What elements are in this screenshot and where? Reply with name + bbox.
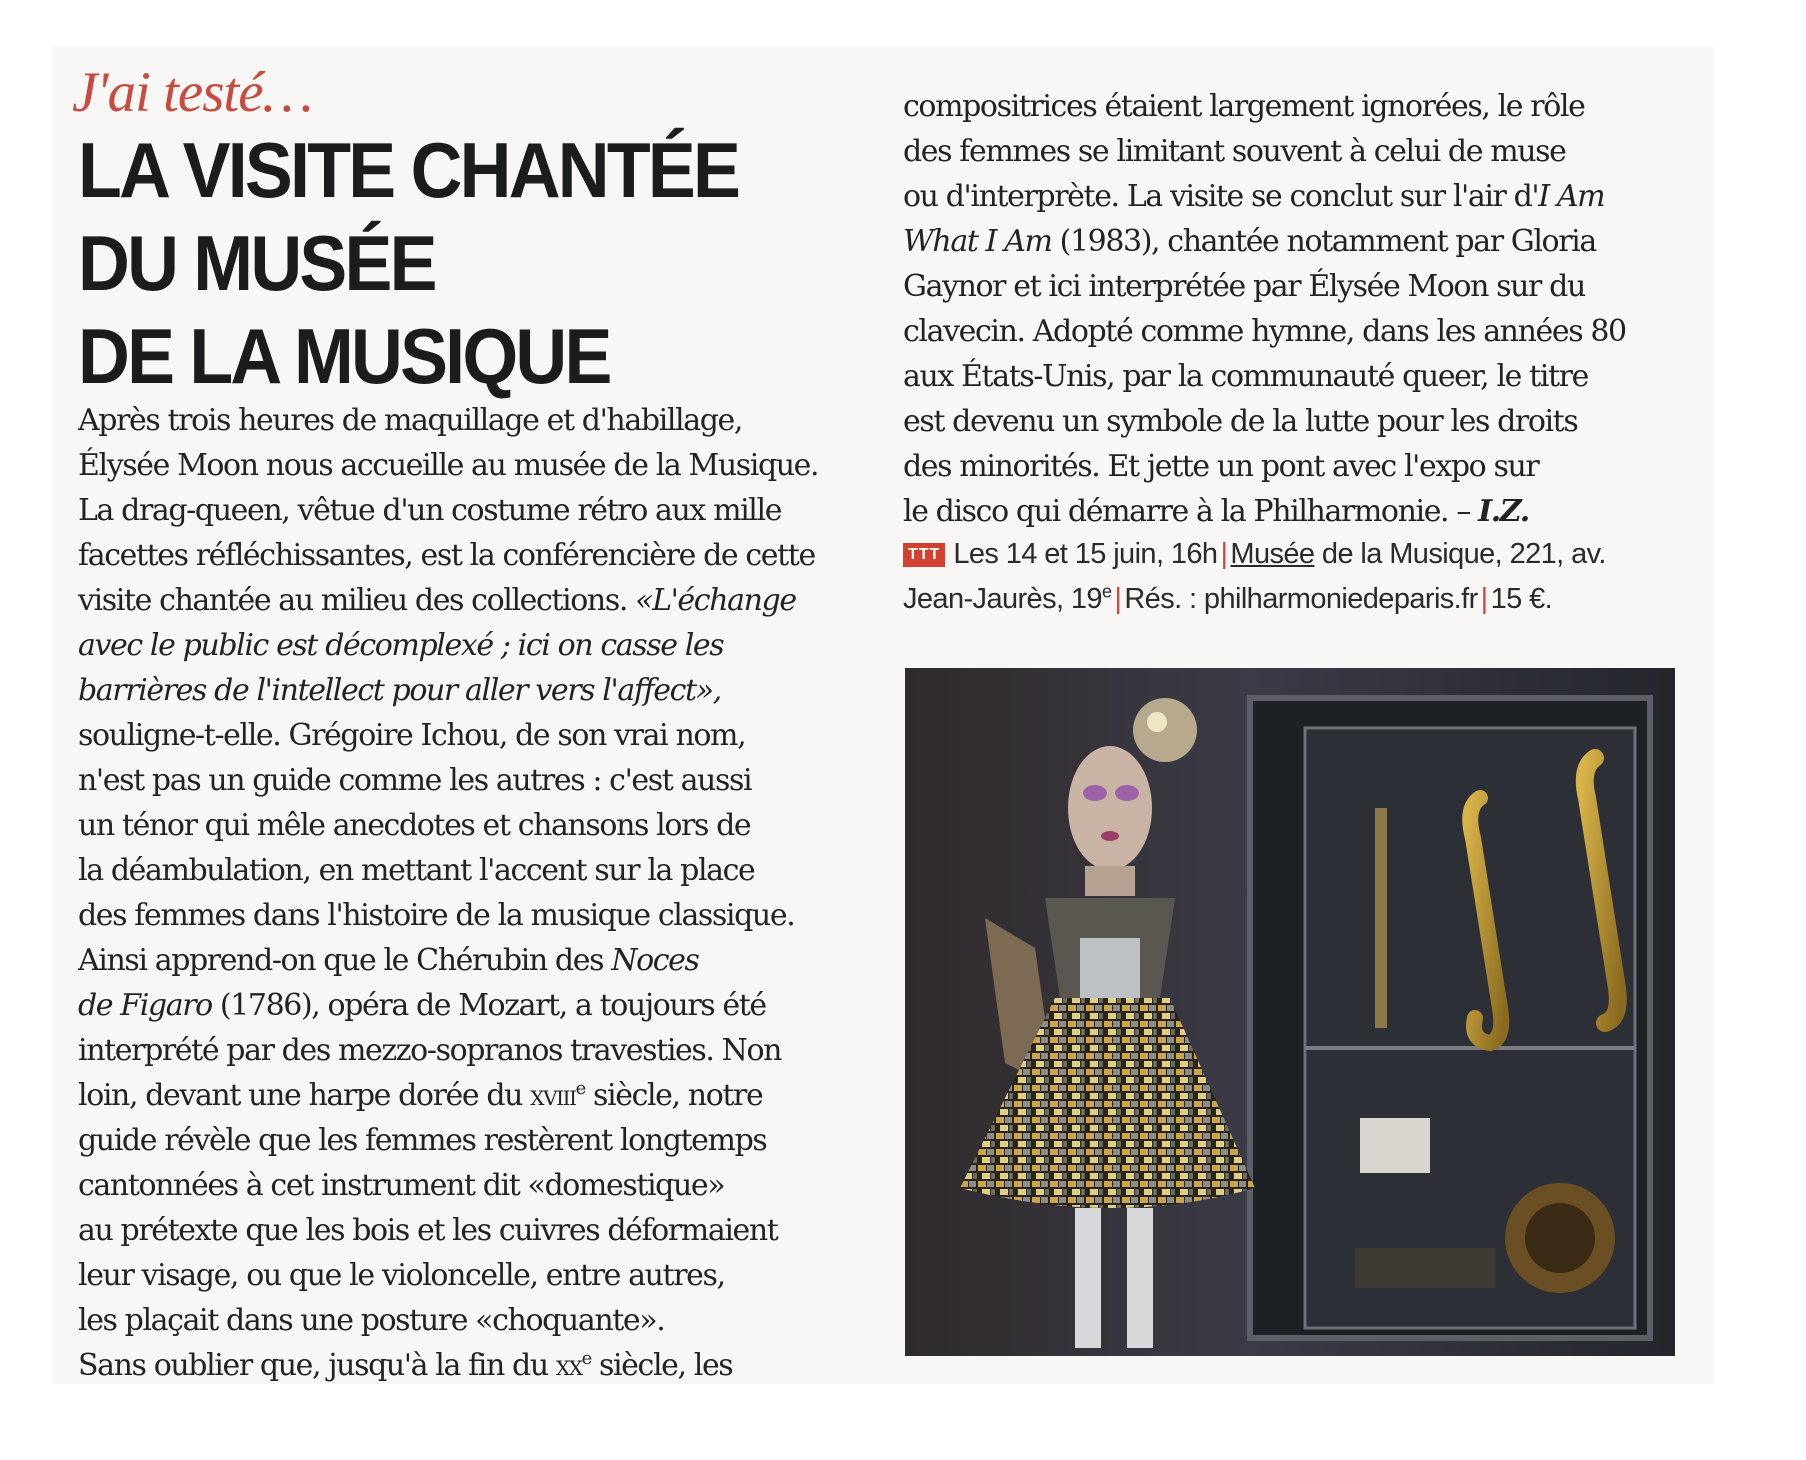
separator: | [1480,583,1488,615]
body-text: Sans oublier que, jusqu'à la fin du [78,1348,556,1383]
body-line: est devenu un symbole de la lutte pour les droits [903,404,1578,439]
body-line [78,1073,868,1118]
body-text: visite chantée au milieu des collections. [78,583,627,618]
body-line [78,938,868,983]
body-line: guide révèle que les femmes restèrent longtemps [78,1123,767,1158]
venue-address: de la Musique, 221, av. [1314,538,1606,570]
body-line: compositrices étaient largement ignorées, le rôle [903,89,1585,124]
quote-line: barrières de l'intellect pour aller vers l'affect», [78,673,721,708]
author-initials: I.Z. [1478,494,1529,529]
song-title: What I Am [903,224,1052,259]
body-line: interprété par des mezzo-sopranos travesties. Non [78,1033,782,1068]
rating-badge: TTT [903,543,945,567]
body-line: les plaçait dans une posture «choquante». [78,1303,665,1338]
body-line: un ténor qui mêle anecdotes et chansons lors de [78,808,751,843]
body-text: Ainsi apprend-on que le Chérubin des [78,943,604,978]
body-line: clavecin. Adopté comme hymne, dans les années 80 [903,314,1626,349]
price: 15 €. [1490,583,1553,615]
body-text: siècle, notre [584,1078,763,1113]
article-photo [905,668,1675,1356]
body-line: aux États-Unis, par la communauté queer, le titre [903,359,1588,394]
superscript: e [581,1348,591,1369]
event-dates: Les 14 et 15 juin, 16h [953,538,1218,570]
photo-drag-queen-museum [905,668,1675,1356]
body-line: facettes réfléchissantes, est la conférencière de cette [78,538,815,573]
headline-line-2: DU MUSÉE [78,219,435,307]
body-text: siècle, les [590,1348,733,1383]
body-line: Après trois heures de maquillage et d'habillage, [78,403,742,438]
body-text: le disco qui démarre à la Philharmonie. – [903,494,1479,529]
body-text: loin, devant une harpe dorée du [78,1078,531,1113]
superscript: e [575,1078,585,1099]
body-line: La drag-queen, vêtue d'un costume rétro aux mille [78,493,782,528]
headline [78,124,738,403]
body-line: n'est pas un guide comme les autres : c'est aussi [78,763,752,798]
body-line: des femmes dans l'histoire de la musique classique. [78,898,795,933]
headline-line-3: DE LA MUSIQUE [78,312,610,400]
separator: | [1220,538,1228,570]
reservation: Rés. : philharmoniedeparis.fr [1124,583,1478,615]
article-body-left [78,398,868,1388]
body-text: ou d'interprète. La visite se conclut sur l'air d' [903,179,1539,214]
event-info [903,532,1703,622]
song-title: I Am [1538,179,1605,214]
body-line: cantonnées à cet instrument dit «domestique» [78,1168,725,1203]
venue-address-2: Jean-Jaurès, 19 [903,583,1102,615]
body-line: Élysée Moon nous accueille au musée de la Musique. [78,448,819,483]
venue-link[interactable]: Musée [1230,538,1315,570]
event-info-line-1 [903,532,1703,577]
superscript: e [1101,581,1112,602]
body-line [903,219,1693,264]
body-line: leur visage, ou que le violoncelle, entre autres, [78,1258,725,1293]
headline-line-1: LA VISITE CHANTÉE [78,126,739,214]
body-line: des minorités. Et jette un pont avec l'expo sur [903,449,1539,484]
century-numeral: xx [555,1349,582,1382]
event-info-line-2 [903,577,1703,622]
body-line: Gaynor et ici interprétée par Élysée Moon sur du [903,269,1585,304]
article-body-right [903,84,1693,534]
body-line [903,489,1693,534]
body-text: (1786), opéra de Mozart, a toujours été [211,988,766,1023]
opera-title: de Figaro [78,988,212,1023]
body-line: la déambulation, en mettant l'accent sur la place [78,853,755,888]
quote-line: avec le public est décomplexé ; ici on casse les [78,628,724,663]
body-line: souligne-t-elle. Grégoire Ichou, de son vrai nom, [78,718,746,753]
body-line [903,174,1693,219]
quote-text: «L'échange [635,583,796,618]
body-text: (1983), chantée notamment par Gloria [1051,224,1596,259]
body-line [78,578,868,623]
body-line: au prétexte que les bois et les cuivres déformaient [78,1213,778,1248]
body-line [78,1343,868,1388]
opera-title: Noces [611,943,699,978]
body-line: des femmes se limitant souvent à celui de muse [903,134,1566,169]
separator: | [1114,583,1122,615]
body-line [78,983,868,1028]
kicker: J'ai testé… [72,61,313,124]
century-numeral: xviii [530,1079,576,1112]
